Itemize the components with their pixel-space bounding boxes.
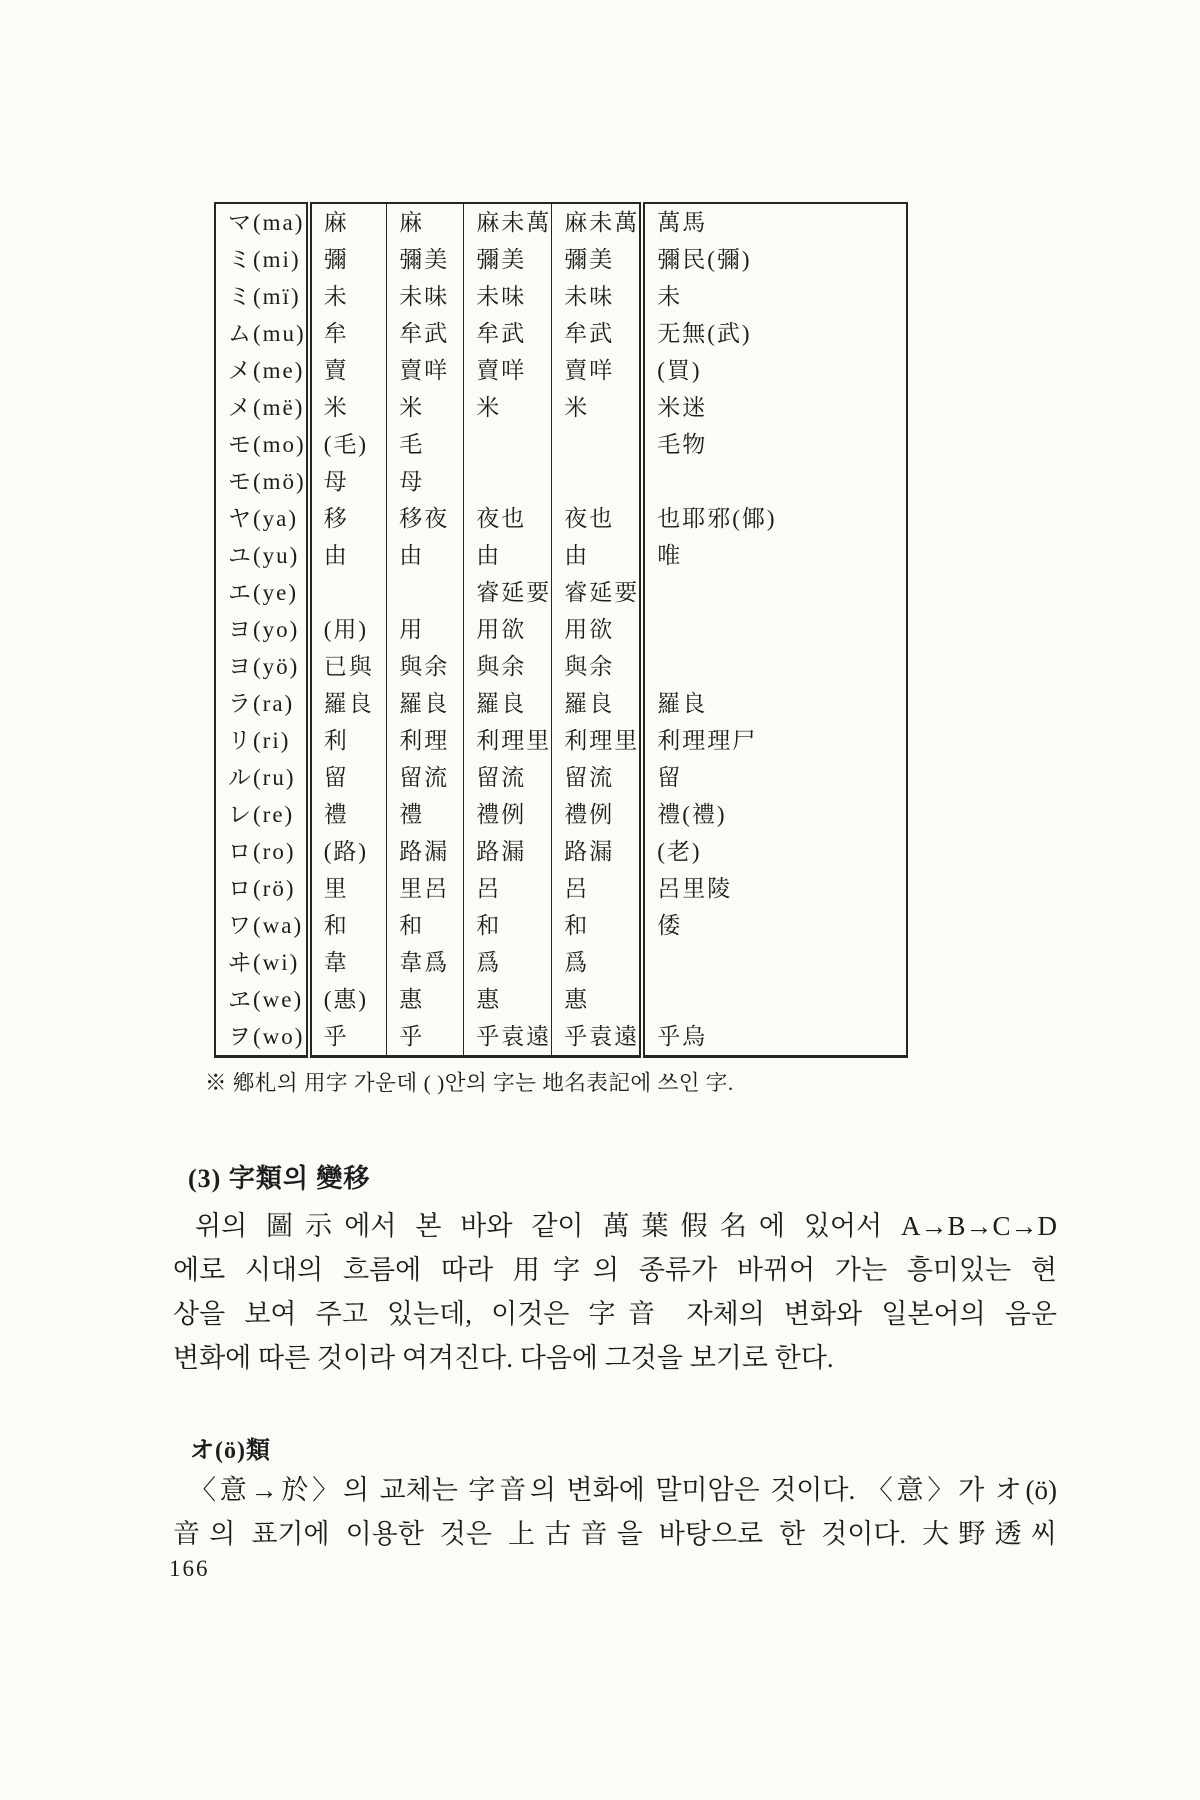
glyph-cell: 彌美 — [552, 241, 643, 278]
table-row — [215, 537, 907, 574]
glyph-cell: 留 — [642, 759, 907, 796]
glyph-cell: 未 — [642, 278, 907, 315]
glyph-cell — [642, 648, 907, 685]
table-row — [215, 648, 907, 685]
glyph-cell: 禮 — [309, 796, 387, 833]
kana-label-cell: ヤ(ya) — [228, 506, 299, 531]
table-row — [215, 833, 907, 870]
glyph-cell — [552, 426, 643, 463]
glyph-cell: 呂 — [464, 870, 552, 907]
glyph-cell — [642, 574, 907, 611]
glyph-cell: 乎 — [309, 1018, 387, 1057]
glyph-cell: 羅良 — [309, 685, 387, 722]
glyph-cell: 禮(禮) — [642, 796, 907, 833]
glyph-cell: 乎 — [387, 1018, 464, 1057]
glyph-cell: 牟武 — [552, 315, 643, 352]
paragraph-line: 변화에 따른 것이라 여겨진다. 다음에 그것을 보기로 한다. — [173, 1343, 834, 1373]
kana-label-cell: エ(ye) — [228, 580, 299, 605]
table-row — [215, 611, 907, 648]
glyph-cell: 米迷 — [642, 389, 907, 426]
glyph-cell: 已與 — [309, 648, 387, 685]
glyph-cell: 睿延要 — [552, 574, 643, 611]
table-row — [215, 685, 907, 722]
glyph-cell: 惠 — [464, 981, 552, 1018]
table-row — [215, 426, 907, 463]
glyph-cell: 用 — [387, 611, 464, 648]
paragraph-line: 〈意→於〉의 교체는 字音의 변화에 말미암은 것이다. 〈意〉가 オ(ö) — [189, 1475, 1057, 1505]
kana-label-cell: ヰ(wi) — [228, 950, 300, 975]
paragraph-2 — [173, 1468, 1057, 1556]
glyph-cell: 乎烏 — [642, 1018, 907, 1057]
glyph-cell: 利理里 — [464, 722, 552, 759]
glyph-cell: 羅良 — [552, 685, 643, 722]
glyph-cell: 毛物 — [642, 426, 907, 463]
glyph-cell: 羅良 — [642, 685, 907, 722]
glyph-cell: (路) — [309, 833, 387, 870]
glyph-cell: 賣 — [309, 352, 387, 389]
glyph-cell: 留流 — [387, 759, 464, 796]
kana-label-cell: ユ(yu) — [228, 543, 300, 568]
kana-label-cell: ワ(wa) — [228, 913, 304, 938]
glyph-cell: 路漏 — [387, 833, 464, 870]
glyph-cell — [309, 574, 387, 611]
glyph-cell: 留流 — [464, 759, 552, 796]
glyph-cell: 母 — [387, 463, 464, 500]
glyph-cell — [387, 574, 464, 611]
paragraph-line: 에로 시대의 흐름에 따라 用字의 종류가 바뀌어 가는 흥미있는 현 — [173, 1255, 1057, 1285]
glyph-cell: 與余 — [387, 648, 464, 685]
glyph-cell: 路漏 — [464, 833, 552, 870]
glyph-cell: 由 — [387, 537, 464, 574]
glyph-cell: 與余 — [464, 648, 552, 685]
glyph-cell: 羅良 — [387, 685, 464, 722]
glyph-cell: 牟武 — [464, 315, 552, 352]
table-row — [215, 463, 907, 500]
glyph-cell: 倭 — [642, 907, 907, 944]
kana-label-cell: ム(mu) — [228, 321, 306, 346]
table-footnote: ※ 鄕札의 用字 가운데 ( )안의 字는 地名表記에 쓰인 字. — [205, 1071, 734, 1095]
glyph-cell: 夜也 — [552, 500, 643, 537]
glyph-cell — [642, 463, 907, 500]
glyph-cell: (惠) — [309, 981, 387, 1018]
glyph-cell: 米 — [387, 389, 464, 426]
glyph-cell: 移夜 — [387, 500, 464, 537]
kana-label-cell: メ(më) — [228, 395, 305, 420]
kana-label-cell: マ(ma) — [228, 210, 305, 235]
glyph-cell: (毛) — [309, 426, 387, 463]
table-row — [215, 759, 907, 796]
glyph-cell: (用) — [309, 611, 387, 648]
table-row — [215, 278, 907, 315]
glyph-cell: 米 — [309, 389, 387, 426]
table-row — [215, 981, 907, 1018]
kana-label-cell: ヨ(yö) — [228, 654, 300, 679]
kana-table — [214, 202, 908, 1058]
section-heading: (3) 字類의 變移 — [188, 1164, 371, 1193]
table-row — [215, 352, 907, 389]
glyph-cell: 睿延要 — [464, 574, 552, 611]
glyph-cell: 彌美 — [387, 241, 464, 278]
table-row — [215, 722, 907, 759]
glyph-cell: 惠 — [387, 981, 464, 1018]
table-row — [215, 907, 907, 944]
glyph-cell: 禮例 — [464, 796, 552, 833]
glyph-cell: 賣咩 — [387, 352, 464, 389]
glyph-cell: 毛 — [387, 426, 464, 463]
glyph-cell: 用欲 — [464, 611, 552, 648]
glyph-cell — [552, 463, 643, 500]
glyph-cell: 无無(武) — [642, 315, 907, 352]
table-row — [215, 1018, 907, 1057]
table-row — [215, 389, 907, 426]
glyph-cell: 由 — [552, 537, 643, 574]
glyph-cell — [464, 463, 552, 500]
kana-label-cell: ヲ(wo) — [228, 1024, 305, 1049]
kana-label-cell: モ(mo) — [228, 432, 306, 457]
glyph-cell: 夜也 — [464, 500, 552, 537]
glyph-cell: 乎袁遠 — [464, 1018, 552, 1057]
glyph-cell: 彌民(彌) — [642, 241, 907, 278]
glyph-cell: 利 — [309, 722, 387, 759]
glyph-cell: 利理理尸 — [642, 722, 907, 759]
kana-table-body — [215, 203, 907, 1057]
table-row — [215, 500, 907, 537]
glyph-cell — [642, 611, 907, 648]
glyph-cell: 母 — [309, 463, 387, 500]
glyph-cell: 呂 — [552, 870, 643, 907]
table-row — [215, 203, 907, 241]
glyph-cell: 利理里 — [552, 722, 643, 759]
kana-label-cell: レ(re) — [228, 802, 295, 827]
glyph-cell: 路漏 — [552, 833, 643, 870]
glyph-cell: 和 — [309, 907, 387, 944]
glyph-cell — [464, 426, 552, 463]
kana-usage-table — [214, 202, 908, 1058]
glyph-cell: 爲 — [464, 944, 552, 981]
paragraph-1 — [173, 1204, 1057, 1380]
glyph-cell: 米 — [552, 389, 643, 426]
glyph-cell: 未味 — [387, 278, 464, 315]
glyph-cell: 牟武 — [387, 315, 464, 352]
kana-label-cell: ヱ(we) — [228, 987, 304, 1012]
kana-label-cell: モ(mö) — [228, 469, 306, 494]
paragraph-line: 위의 圖示에서 본 바와 같이 萬葉假名에 있어서 A→B→C→D — [195, 1211, 1057, 1241]
glyph-cell: 移 — [309, 500, 387, 537]
glyph-cell: (買) — [642, 352, 907, 389]
glyph-cell: 麻未萬 — [552, 203, 643, 241]
glyph-cell: 未 — [309, 278, 387, 315]
glyph-cell: 羅良 — [464, 685, 552, 722]
table-row — [215, 796, 907, 833]
glyph-cell: 米 — [464, 389, 552, 426]
kana-label-cell: リ(ri) — [228, 728, 291, 753]
glyph-cell: 與余 — [552, 648, 643, 685]
kana-label-cell: メ(me) — [228, 358, 305, 383]
glyph-cell: 里呂 — [387, 870, 464, 907]
glyph-cell — [642, 944, 907, 981]
glyph-cell: 禮 — [387, 796, 464, 833]
kana-label-cell: ラ(ra) — [228, 691, 295, 716]
glyph-cell: 也耶邪(倻) — [642, 500, 907, 537]
table-row — [215, 944, 907, 981]
glyph-cell: 里 — [309, 870, 387, 907]
glyph-cell: 用欲 — [552, 611, 643, 648]
glyph-cell: 留 — [309, 759, 387, 796]
paragraph-line: 音의 표기에 이용한 것은 上古音을 바탕으로 한 것이다. 大野透씨 — [173, 1519, 1057, 1549]
table-row — [215, 870, 907, 907]
kana-label-cell: ミ(mï) — [228, 284, 301, 309]
glyph-cell: 麻未萬 — [464, 203, 552, 241]
glyph-cell: 爲 — [552, 944, 643, 981]
glyph-cell: 賣咩 — [464, 352, 552, 389]
table-row — [215, 241, 907, 278]
kana-label-cell: ヨ(yo) — [228, 617, 300, 642]
glyph-cell: 留流 — [552, 759, 643, 796]
glyph-cell: (老) — [642, 833, 907, 870]
table-row — [215, 574, 907, 611]
glyph-cell: 由 — [309, 537, 387, 574]
kana-label-cell: ロ(ro) — [228, 839, 296, 864]
kana-label-cell: ロ(rö) — [228, 876, 296, 901]
glyph-cell: 利理 — [387, 722, 464, 759]
glyph-cell — [642, 981, 907, 1018]
kana-label-cell: ル(ru) — [228, 765, 296, 790]
glyph-cell: 韋 — [309, 944, 387, 981]
glyph-cell: 乎袁遠 — [552, 1018, 643, 1057]
glyph-cell: 禮例 — [552, 796, 643, 833]
glyph-cell: 韋爲 — [387, 944, 464, 981]
glyph-cell: 萬馬 — [642, 203, 907, 241]
page-number: 166 — [169, 1556, 210, 1581]
glyph-cell: 呂里陵 — [642, 870, 907, 907]
glyph-cell: 彌美 — [464, 241, 552, 278]
glyph-cell: 和 — [552, 907, 643, 944]
glyph-cell: 唯 — [642, 537, 907, 574]
glyph-cell: 未味 — [464, 278, 552, 315]
glyph-cell: 牟 — [309, 315, 387, 352]
glyph-cell: 由 — [464, 537, 552, 574]
glyph-cell: 賣咩 — [552, 352, 643, 389]
glyph-cell: 麻 — [387, 203, 464, 241]
glyph-cell: 和 — [464, 907, 552, 944]
table-row — [215, 315, 907, 352]
glyph-cell: 惠 — [552, 981, 643, 1018]
paragraph-line: 상을 보여 주고 있는데, 이것은 字音 자체의 변화와 일본어의 음운 — [173, 1299, 1057, 1329]
kana-label-cell: ミ(mi) — [228, 247, 301, 272]
glyph-cell: 彌 — [309, 241, 387, 278]
subsection-heading: オ(ö)類 — [190, 1438, 271, 1464]
glyph-cell: 麻 — [309, 203, 387, 241]
glyph-cell: 未味 — [552, 278, 643, 315]
glyph-cell: 和 — [387, 907, 464, 944]
